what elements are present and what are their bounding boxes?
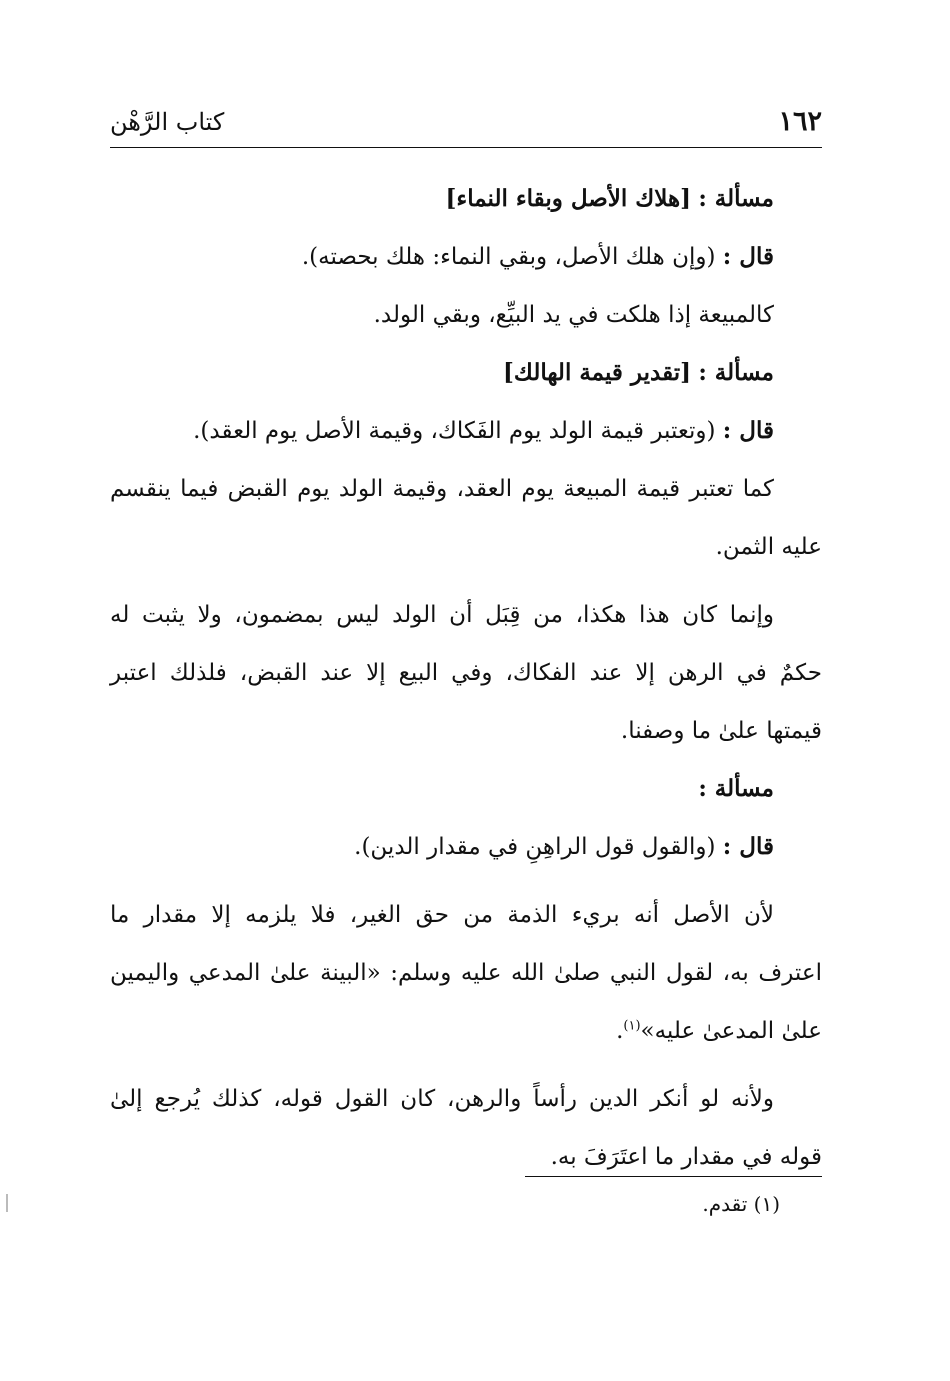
text-line: عليه الثمن. (715, 534, 822, 560)
quote-line (110, 402, 822, 460)
text-line: وإنما كان هذا هكذا، من قِبَل أن الولد ليس بمضمون، ولا يثبت له (110, 602, 774, 628)
quote-text: (وإن هلك الأصل، وبقي النماء: هلك بحصته). (301, 244, 716, 270)
quote-line (110, 818, 822, 876)
qala-label: قال : (722, 243, 774, 270)
sentence-end: . (616, 1018, 624, 1044)
text-line: حكمٌ في الرهن إلا عند الفكاك، وفي البيع إلا عند القبض، فلذلك اعتبر (110, 660, 822, 686)
quote-text: (والقول قول الراهِنِ في مقدار الدين). (354, 834, 716, 860)
text-line: كالمبيعة إذا هلكت في يد البيِّع، وبقي الولد. (373, 302, 774, 328)
text-line: ولأنه لو أنكر الدين رأساً والرهن، كان القول قوله، كذلك يُرجع إلىٰ (110, 1086, 774, 1112)
text-line: اعترف به، لقول النبي صلىٰ الله عليه وسلم: «البينة علىٰ المدعي واليمين (110, 960, 822, 986)
issue-heading-line (110, 344, 822, 402)
header-rule (110, 147, 822, 148)
text-line: كما تعتبر قيمة المبيعة يوم العقد، وقيمة الولد يوم القبض فيما ينقسم (110, 476, 774, 502)
qala-label: قال : (722, 417, 774, 444)
issue-heading-line (110, 170, 822, 228)
footnote-ref[interactable]: (١) (623, 1018, 641, 1034)
issue-label: مسألة : (698, 359, 774, 386)
text-line: لأن الأصل أنه بريء الذمة من حق الغير، فلا يلزمه إلا مقدار ما (110, 902, 774, 928)
text-line: قيمتها علىٰ ما وصفنا. (620, 718, 822, 744)
hadith-end-text: علىٰ المدعىٰ عليه» (640, 1018, 822, 1044)
footnote-rule (525, 1176, 822, 1177)
main-text (110, 170, 822, 1186)
page-number: ١٦٢ (778, 106, 822, 137)
footnote: (١) تقدم. (702, 1192, 780, 1216)
book-title: كتاب الرَّهْن (110, 108, 225, 136)
issue-label: مسألة : (698, 775, 774, 802)
quote-text: (وتعتبر قيمة الولد يوم الفَكاك، وقيمة الأصل يوم العقد). (193, 418, 716, 444)
running-header (110, 106, 822, 146)
text-line (110, 1002, 822, 1060)
margin-mark (6, 1194, 8, 1212)
text-line: قوله في مقدار ما اعتَرَفَ به. (550, 1144, 822, 1170)
issue-title: [تقدير قيمة الهالك] (503, 359, 691, 386)
issue-label: مسألة : (698, 185, 774, 212)
issue-heading-line (110, 760, 822, 818)
quote-line (110, 228, 822, 286)
issue-title: [هلاك الأصل وبقاء النماء] (445, 185, 691, 212)
qala-label: قال : (722, 833, 774, 860)
